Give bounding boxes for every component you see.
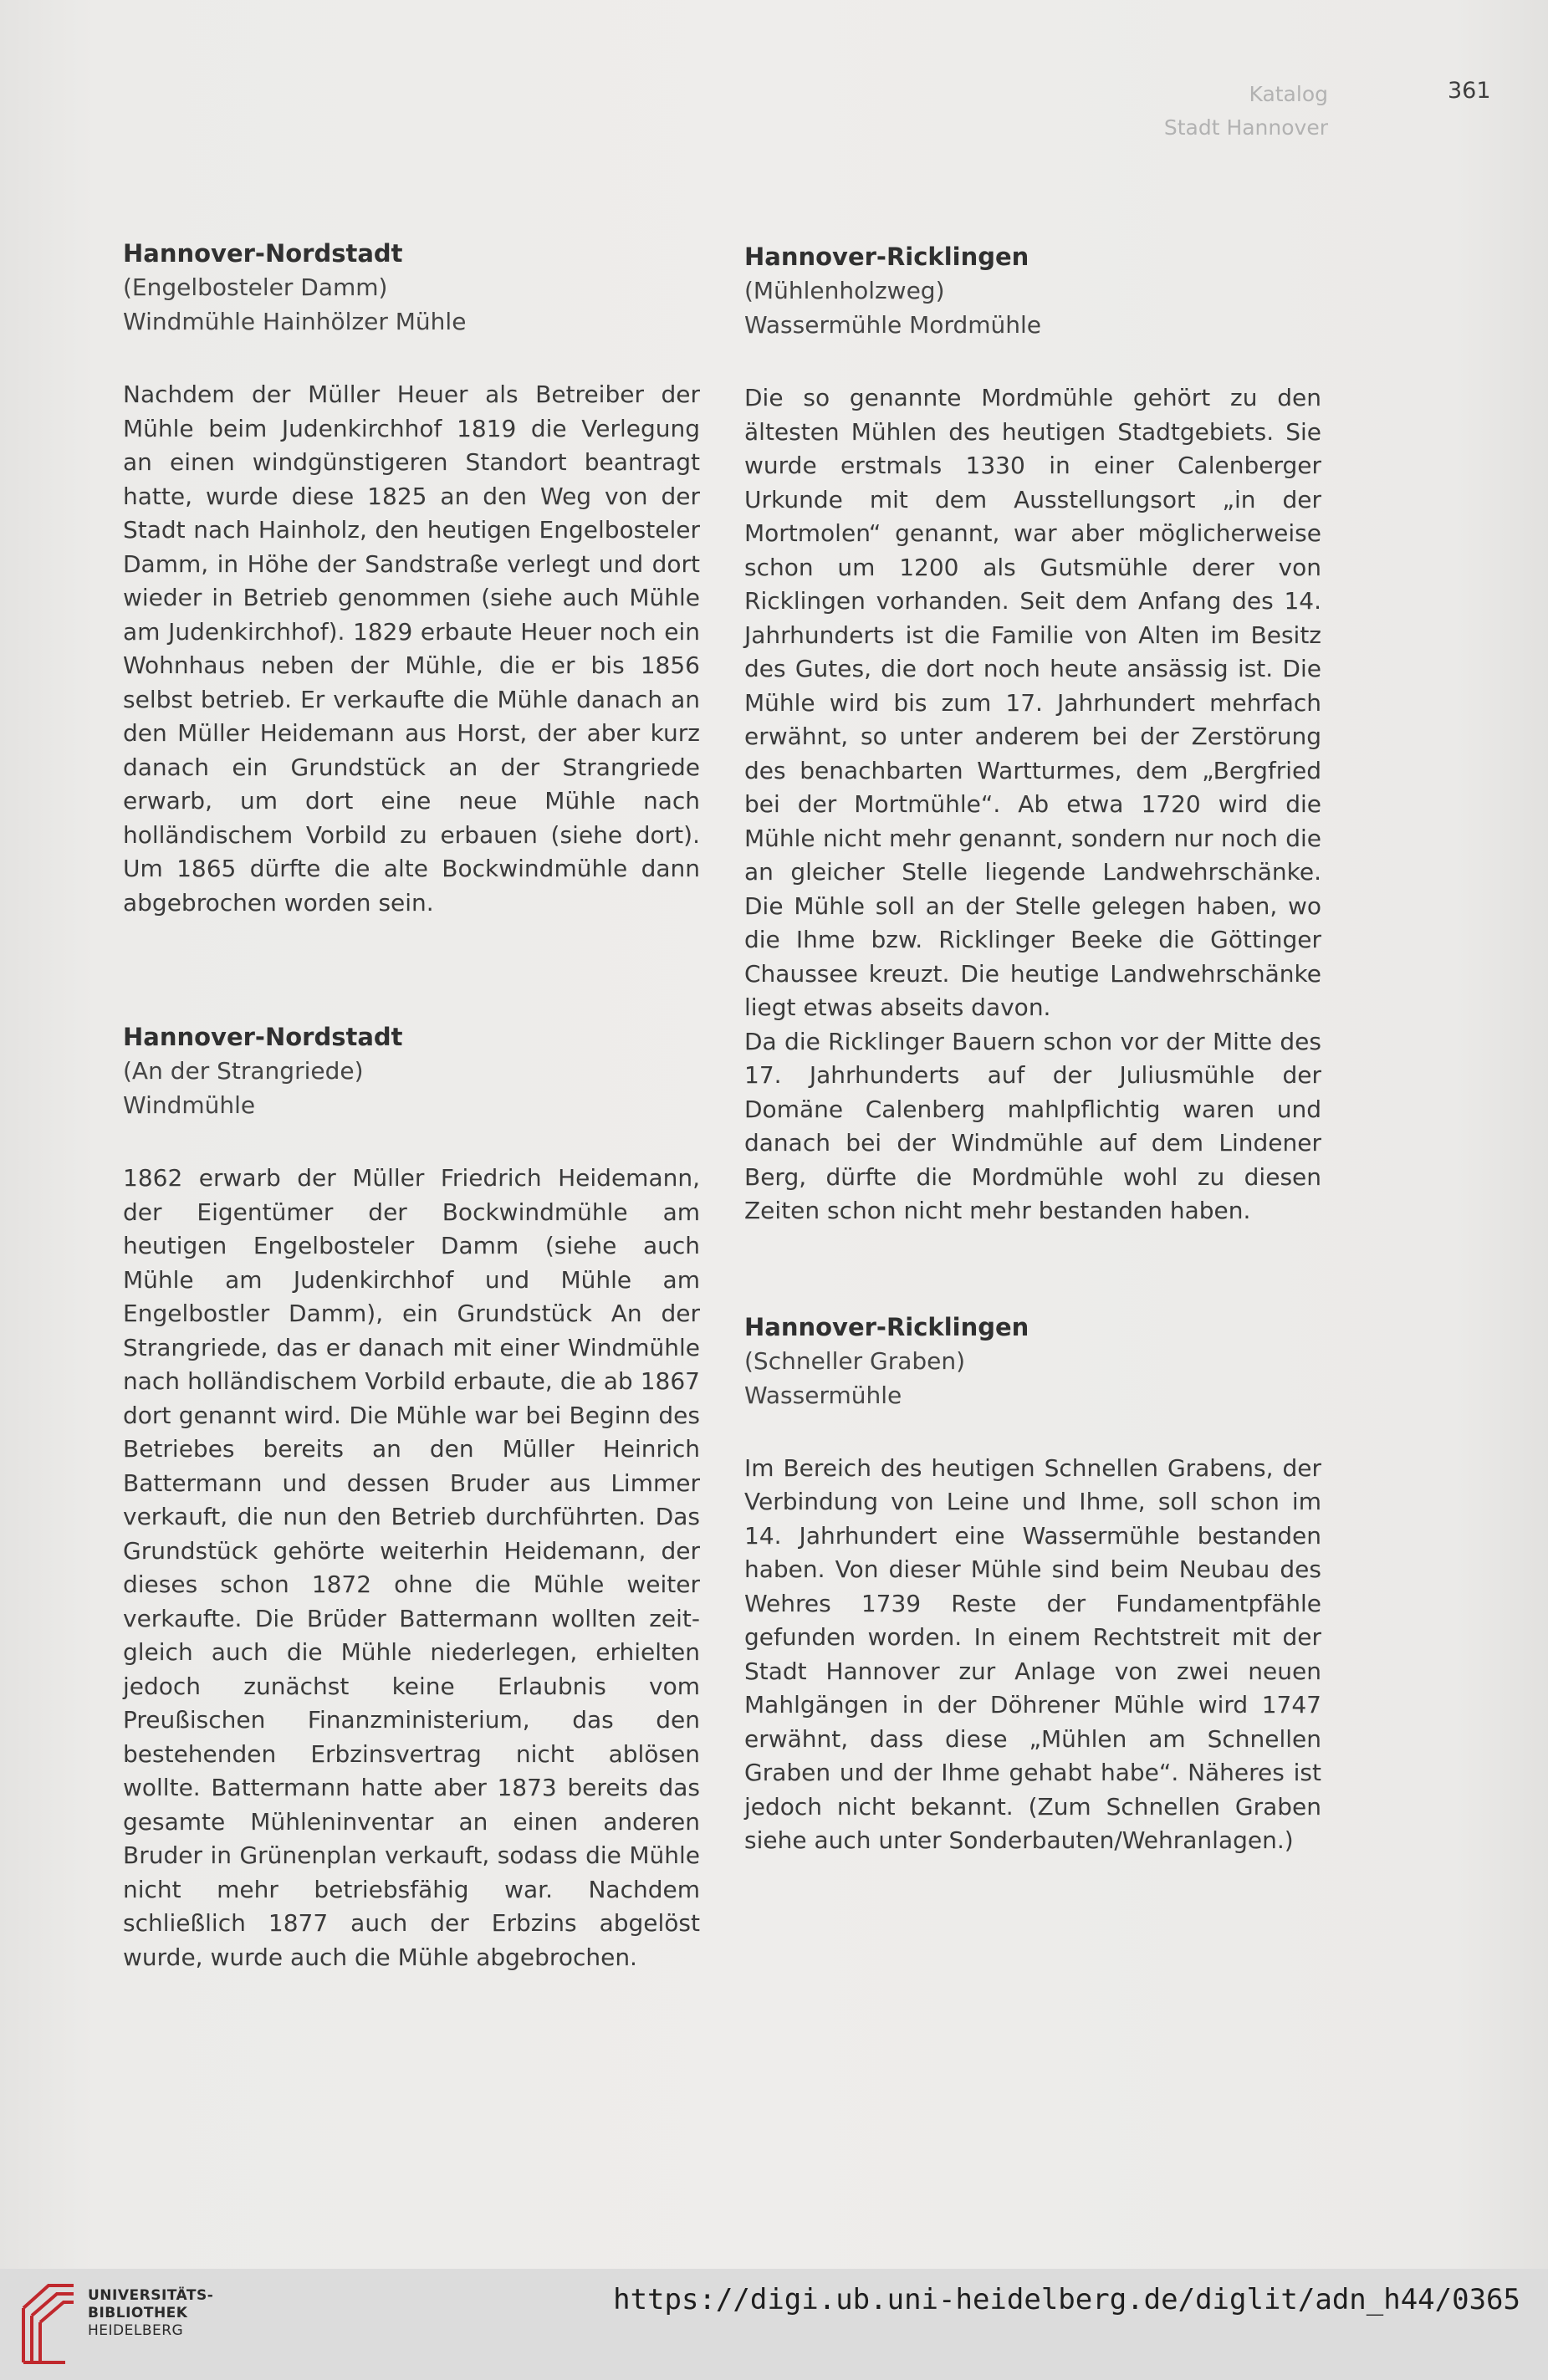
entry-body	[744, 381, 1321, 1228]
entry-mill-type: Windmühle	[123, 1091, 256, 1119]
library-name	[88, 2287, 213, 2340]
entry-paragraph: Nachdem der Müller Heuer als Betreiber der Mühle beim Judenkirchhof 1819 die Verlegung an einen windgünstigeren Standort beantragt hatte, wurde diese 1825 an den Weg von der Stadt nach Hainholz, den heutigen Engelbosteler Damm, in Höhe der Sandstraße verlegt und dort wieder in Betrieb genommen (siehe auch Mühle am Judenkirchhof). 1829 erbaute Heuer noch ein Wohnhaus neben der Mühle, die er bis 1856 selbst betrieb. Er verkaufte die Mühle danach an den Müller Heidemann aus Horst, der aber kurz danach ein Grundstück an der Strangriede erwarb, um dort eine neue Mühle nach holländischem Vorbild zu erbauen (siehe dort). Um 1865 dürfte die alte Bockwindmühle dann abgebrochen worden sein.	[123, 380, 700, 917]
entry-location: (Schneller Graben)	[744, 1346, 966, 1375]
entry-body	[123, 378, 700, 920]
ub-heidelberg-logo-icon	[15, 2279, 80, 2369]
entry-mill-type: Wassermühle Mordmühle	[744, 311, 1042, 339]
entry-paragraph: Im Bereich des heutigen Schnellen Grabens, der Verbindung von Leine und Ihme, soll schon im 14. Jahrhundert eine Wassermühle bestanden haben. Von dieser Mühle sind beim Neubau des Wehres 1739 Reste der Fundamentpfähle gefunden worden. In einem Rechtstreit mit der Stadt Hannover zur Anlage von zwei neuen Mahlgängen in der Döhrener Mühle wird 1747 erwähnt, dass diese „Mühlen am Schnellen Graben und der Ihme gehabt habe“. Näheres ist jedoch nicht bekannt. (Zum Schnellen Graben siehe auch unter Sonderbauten/Wehranlagen.)	[744, 1453, 1321, 1854]
entry-location: (An der Strangriede)	[123, 1057, 364, 1085]
running-head-city: Stadt Hannover	[1163, 115, 1328, 140]
entry-title: Hannover-Nordstadt	[123, 1023, 403, 1051]
library-name-line3: HEIDELBERG	[88, 2322, 184, 2339]
entry-title: Hannover-Nordstadt	[123, 239, 403, 268]
running-head	[1164, 78, 1328, 145]
catalog-entry	[123, 237, 700, 920]
catalog-entry	[744, 1310, 1321, 1858]
entry-paragraph: Die so genannte Mordmühle gehört zu den ältesten Mühlen des heutigen Stadtgebiets. Sie wurde erstmals 1330 in einer Calenberger Urkunde mit dem Ausstellungsort „in der Mortmolen“ genannt, war aber möglicherweise schon um 1200 als Gutsmühle derer von Ricklingen vorhanden. Seit dem Anfang des 14. Jahrhunderts ist die Familie von Alten im Besitz des Gutes, die dort noch heute ansässig ist. Die Mühle wird bis zum 17. Jahrhundert mehrfach erwähnt, so unter anderem bei der Zerstörung des benachbarten Wartturmes, dem „Bergfried bei der Mortmühle“. Ab etwa 1720 wird die Mühle nicht mehr genannt, sondern nur noch die an gleicher Stelle liegende Landwehrschänke. Die Mühle soll an der Stelle gelegen haben, wo die Ihme bzw. Ricklinger Beeke die Göttinger Chaussee kreuzt. Die heutige Landwehrschänke liegt etwas abseits davon.	[744, 384, 1321, 1021]
entry-title: Hannover-Ricklingen	[744, 1312, 1029, 1341]
source-url-link[interactable]: https://digi.ub.uni-heidelberg.de/diglit/adn_h44/0365	[613, 2283, 1520, 2316]
right-column	[744, 240, 1321, 1858]
catalog-entry	[744, 240, 1321, 1228]
library-name-line2: BIBLIOTHEK	[88, 2305, 188, 2321]
entry-body	[123, 1162, 700, 1974]
page-number: 361	[1448, 78, 1491, 104]
entry-body	[744, 1452, 1321, 1858]
entry-paragraph: 1862 erwarb der Müller Friedrich Heidemann, der Eigentümer der Bockwindmühle am heutigen Engelbosteler Damm (siehe auch Mühle am Judenkirchhof und Mühle am Engelbostler Damm), ein Grundstück An der Strangriede, das er danach mit einer Windmühle nach holländischem Vorbild erbaute, die ab 1867 dort genannt wird. Die Mühle war bei Beginn des Betriebes bereits an den Müller Heinrich Battermann und dessen Bruder aus Limmer verkauft, die nun den Betrieb durchführten. Das Grundstück gehörte weiterhin Heidemann, der dieses schon 1872 ohne die Mühle weiter verkaufte. Die Brüder Battermann wollten zeitgleich auch die Mühle niederlegen, erhielten jedoch zunächst keine Erlaubnis vom Preußischen Finanzministerium, das den bestehenden Erbzinsvertrag nicht ablösen wollte. Battermann hatte aber 1873 bereits das gesamte Mühleninventar an einen anderen Bruder in Grünenplan verkauft, sodass die Mühle nicht mehr betriebsfähig war. Nachdem schließlich 1877 auch der Erbzins abgelöst wurde, wurde auch die Mühle abgebrochen.	[123, 1164, 700, 1971]
entry-location: (Mühlenholzweg)	[744, 277, 945, 304]
left-column	[123, 237, 700, 1974]
running-head-catalog: Katalog	[1249, 82, 1328, 106]
catalog-entry	[123, 1020, 700, 1974]
entry-title: Hannover-Ricklingen	[744, 243, 1029, 271]
entry-mill-type: Windmühle Hainhölzer Mühle	[123, 308, 467, 335]
entry-location: (Engelbosteler Damm)	[123, 273, 388, 301]
library-name-line1: UNIVERSITÄTS-	[88, 2287, 214, 2304]
entry-mill-type: Wassermühle	[744, 1381, 902, 1409]
entry-paragraph: Da die Ricklinger Bauern schon vor der Mitte des 17. Jahrhunderts auf der Juliusmühle der Domäne Calenberg mahlpflichtig waren und danach bei der Windmühle auf dem Lindener Berg, dürfte die Mordmühle wohl zu diesen Zeiten schon nicht mehr bestanden haben.	[744, 1027, 1321, 1224]
